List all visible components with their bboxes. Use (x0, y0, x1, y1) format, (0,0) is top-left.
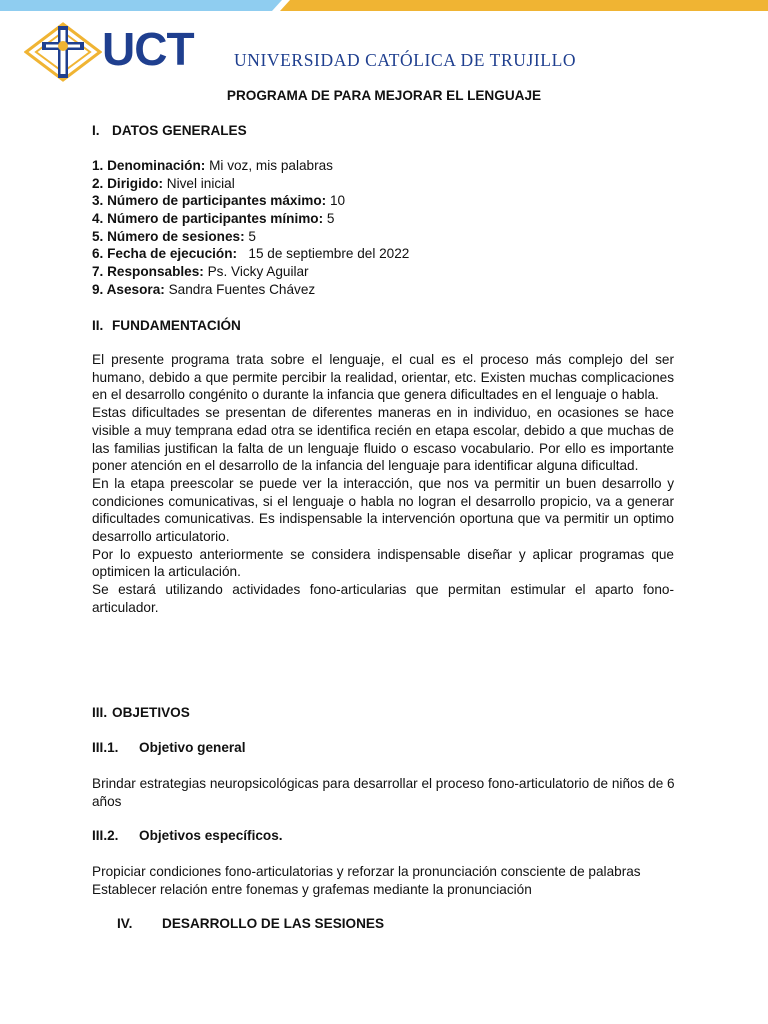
item-label: 4. Número de participantes mínimo: (92, 211, 324, 227)
list-item (92, 228, 409, 246)
item-label: 5. Número de sesiones: (92, 228, 245, 244)
general-data-list (92, 157, 409, 299)
subheading-objetivos-especificos (92, 828, 283, 843)
item-value: Ps. Vicky Aguilar (203, 264, 309, 280)
item-value: 10 (326, 193, 346, 209)
document-title: PROGRAMA DE PARA MEJORAR EL LENGUAJE (226, 88, 542, 103)
item-value: Nivel inicial (163, 175, 235, 191)
paragraph: Estas dificultades se presentan de diferentes maneras en in individuo, en ocasiones se hace visible a muy temprana edad otra se identifica recién en etapa escolar, debido a que muchas de las familias justifican la falta de un lenguaje fluido o escaso vocabulario. Por ello es importante poner atención en el desarrollo de la infancia del lenguaje para identificar alguna dificultad. (92, 405, 674, 474)
document-header (24, 22, 744, 82)
list-item (92, 175, 409, 193)
section-label: DATOS GENERALES (112, 123, 247, 138)
header-color-bar (0, 0, 768, 11)
list-item (92, 245, 409, 263)
subsection-number: III.2. (92, 828, 119, 843)
list-item (92, 192, 409, 210)
subsection-label: Objetivo general (139, 740, 246, 755)
section-number: IV. (117, 916, 133, 931)
objetivo-general-text: Brindar estrategias neuropsicológicas para desarrollar el proceso fono-articulatorio de niños de 6 años (92, 776, 675, 809)
list-item (92, 281, 409, 299)
item-value: Sandra Fuentes Chávez (164, 281, 316, 297)
item-label: 6. Fecha de ejecución: (92, 246, 238, 262)
section-heading-objetivos (92, 705, 190, 720)
list-item: Establecer relación entre fonemas y grafemas mediante la pronunciación (92, 881, 532, 897)
item-label: 2. Dirigido: (92, 175, 163, 191)
item-label: 1. Denominación: (92, 158, 206, 173)
subheading-objetivo-general (92, 740, 246, 755)
section-number: III. (92, 705, 108, 720)
section-label: OBJETIVOS (112, 705, 190, 720)
section-heading-fundamentacion (92, 318, 241, 333)
objetivos-especificos-list (92, 863, 682, 898)
section-label: FUNDAMENTACIÓN (112, 318, 241, 333)
item-label: 7. Responsables: (92, 264, 204, 280)
paragraph: El presente programa trata sobre el lenguaje, el cual es el proceso más complejo del ser humano, debido a que permite percibir la realidad, orientar, etc. Existen muchas complicaciones en el desarrollo congénito o durante la infancia que genera dificultades en el lenguaje o habla. (92, 352, 674, 403)
subsection-number: III.1. (92, 740, 119, 755)
paragraph: En la etapa preescolar se puede ver la interacción, que nos va permitir un buen desarrollo y condiciones comunicativas, si el lenguaje o habla no logran el desarrollo propicio, va a generar dificultades comunicativas. Es indispensable la intervención oportuna que va permitir un optimo desarrollo articulatorio. (92, 475, 674, 545)
list-item (92, 210, 409, 228)
item-value: 5 (323, 211, 335, 227)
item-value: Mi voz, mis palabras (205, 158, 333, 173)
paragraph: Por lo expuesto anteriormente se considera indispensable diseñar y aplicar programas que optimicen la articulación. (92, 546, 674, 580)
section-label: DESARROLLO DE LAS SESIONES (162, 916, 385, 931)
list-item (92, 157, 409, 175)
subsection-label: Objetivos específicos. (139, 828, 283, 843)
section-heading-datos-generales (92, 123, 247, 138)
section-heading-desarrollo-sesiones (117, 916, 384, 931)
university-name: UNIVERSIDAD CATÓLICA DE TRUJILLO (234, 50, 577, 70)
section-number: I. (92, 123, 100, 138)
section-number: II. (92, 318, 104, 333)
item-label: 9. Asesora: (92, 281, 165, 297)
cross-emblem-icon (24, 22, 102, 82)
paragraph: Se estará utilizando actividades fono-articularias que permitan estimular el aparto fono-articulador. (92, 582, 674, 615)
item-label: 3. Número de participantes máximo: (92, 193, 327, 209)
item-value: 5 (244, 228, 256, 244)
list-item: Propiciar condiciones fono-articulatorias y reforzar la pronunciación consciente de palabras (92, 864, 641, 879)
fundamentacion-body (92, 351, 674, 617)
item-value: 15 de septiembre del 2022 (237, 246, 410, 262)
uct-logo-text: UCT (102, 23, 194, 75)
list-item (92, 263, 409, 281)
